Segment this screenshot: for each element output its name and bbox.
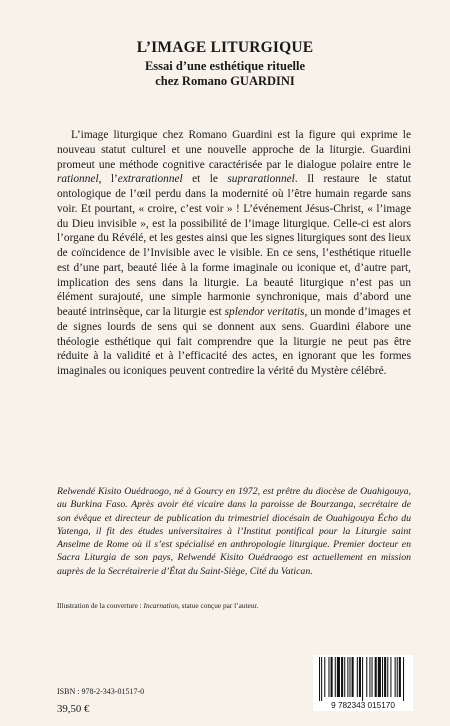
barcode-bar — [331, 657, 333, 697]
summary-sep-2: et le — [182, 173, 228, 186]
isbn: ISBN : 978-2-343-01517-0 — [57, 687, 145, 696]
term-rationnel: rationnel — [57, 173, 99, 186]
barcode-bar — [352, 657, 354, 697]
barcode-bar — [395, 657, 396, 697]
subtitle-line-2: chez Romano GUARDINI — [155, 74, 295, 88]
barcode-bar — [344, 657, 345, 697]
barcode-bar — [397, 657, 398, 697]
price: 39,50 € — [57, 703, 90, 715]
barcode-bar — [324, 657, 325, 697]
summary-text-3: , un monde d’images et de signes lourds de sens qui se donnent aux sens. Guardini élabore une théologie esthétique qui fait comprendre que la liturgie ne peut pas être réduite à la validité et à l’efficacité des actes, en ignorant que les formes imaginales ou iconiques peuvent contredire la vérité du Mystère célébré. — [57, 306, 411, 377]
summary-sep-1: , l’ — [98, 173, 118, 186]
barcode-bar — [382, 657, 383, 697]
barcode-bar — [366, 657, 367, 697]
barcode-graphic — [313, 655, 413, 711]
barcode-bar — [372, 657, 373, 697]
barcode-bar — [399, 657, 401, 697]
barcode-bar — [390, 657, 391, 697]
barcode-bar — [403, 657, 404, 701]
credit-label: Illustration de la couverture : — [57, 601, 144, 610]
book-subtitle — [0, 59, 450, 89]
barcode-bar — [375, 657, 377, 697]
barcode-bar — [347, 657, 348, 697]
credit-rest: , statue conçue par l’auteur. — [178, 601, 259, 610]
barcode-bar — [357, 657, 358, 697]
barcode-bar — [341, 657, 343, 697]
barcode-bar — [362, 657, 363, 701]
term-suprarationnel: suprarationnel — [227, 173, 295, 186]
term-splendor-veritatis: splendor veritatis — [224, 306, 305, 318]
summary-text-2: . Il restaure le statut ontologique de l’œil perdu dans la modernité où l’être humain regarde sans voir. Et pourtant, « croire, c’est voir » ! L’événement Jésus-Christ, « l’image du Dieu invisible », est la possibilité de l’image liturgique. Celle-ci est alors l’organe du Révélé, et les gestes ainsi que les signes liturgiques sont des lieux de coïncidence de l’Invisible avec le visible. En ce sens, l’esthétique rituelle est d’une part, beauté liée à la forme imaginale ou iconique et, d’autre part, implication des sens dans la liturgie. La beauté liturgique n’est pas un élément surajouté, une simple harmonie synchronique, mais d’abord une beauté intrinsèque, car la liturgie est — [57, 173, 411, 318]
summary-paragraph — [57, 128, 411, 379]
barcode-bar — [349, 657, 350, 697]
barcode-bar — [378, 657, 381, 697]
barcode-bar — [359, 657, 361, 697]
barcode — [313, 655, 413, 711]
barcode-bar — [319, 657, 320, 701]
credit-work: Incarnation — [143, 601, 178, 610]
barcode-digits: 9 782343 015170 — [331, 701, 395, 710]
summary-text-1: L’image liturgique chez Romano Guardini est la figure qui exprime le nouveau statut culturel et une nouvelle approche de la liturgie. Guardini promeut une méthode cognitive caractérisée par le dialogue polaire entre le — [57, 129, 411, 171]
author-bio: Relwendé Kisito Ouédraogo, né à Gourcy en 1972, est prêtre du diocèse de Ouahigouya, au Burkina Faso. Après avoir été vicaire dans la paroisse de Bourzanga, secrétaire de son évêque et directeur de publication du trimestriel diocésain de Ouahigouya Écho du Yatenga, il fit des études universitaires à l’Institut pontifical pour la Liturgie saint Anselme de Rome où il s’est spécialisé en anthropologie liturgique. Premier docteur en Sacra Liturgia de son pays, Relwendé Kisito Ouédraogo est actuellement en mission auprès de la Secrétairerie d’État du Saint-Siège, Cité du Vatican. — [57, 486, 411, 577]
barcode-bar — [384, 657, 386, 697]
barcode-bar — [337, 657, 340, 697]
subtitle-line-1: Essai d’une esthétique rituelle — [144, 59, 306, 73]
barcode-bar — [387, 657, 388, 697]
barcode-bar — [335, 657, 336, 697]
book-title: L’IMAGE LITURGIQUE — [136, 39, 314, 56]
cover-credit — [57, 601, 411, 610]
barcode-bar — [328, 657, 329, 697]
term-extrarationnel: extrarationnel — [117, 173, 183, 186]
barcode-bar — [321, 657, 322, 701]
barcode-bar — [369, 657, 370, 697]
